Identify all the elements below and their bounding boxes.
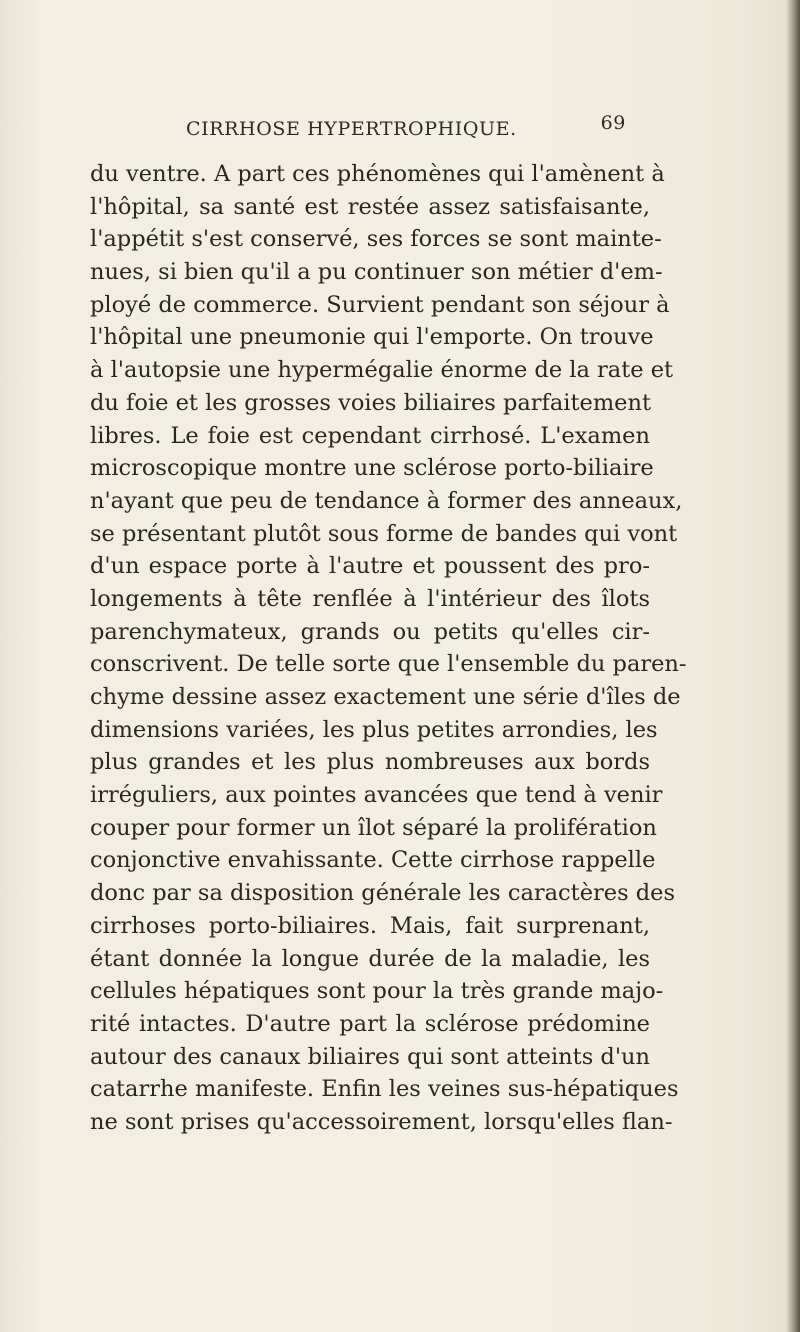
text-line: donc par sa disposition générale les caractères des: [90, 880, 676, 907]
text-line: rité intactes. D'autre part la sclérose prédomine: [90, 1010, 650, 1037]
text-line: plus grandes et les plus nombreuses aux bords: [90, 749, 650, 776]
text-line: cirrhoses porto-biliaires. Mais, fait surprenant,: [90, 912, 650, 939]
text-line: microscopique montre une sclérose porto-biliaire: [90, 455, 654, 482]
text-line: couper pour former un îlot séparé la prolifération: [90, 814, 657, 841]
page-number: 69: [600, 112, 626, 134]
text-line: ployé de commerce. Survient pendant son séjour à: [90, 291, 670, 318]
text-line: libres. Le foie est cependant cirrhosé. L'examen: [90, 422, 650, 449]
text-line: longements à tête renflée à l'intérieur des îlots: [90, 585, 650, 612]
text-line: l'hôpital, sa santé est restée assez satisfaisante,: [90, 193, 650, 220]
text-line: se présentant plutôt sous forme de bandes qui vont: [90, 520, 678, 547]
text-line: l'appétit s'est conservé, ses forces se sont mainte-: [90, 226, 662, 253]
running-head: CIRRHOSE HYPERTROPHIQUE.: [186, 118, 517, 140]
text-line: étant donnée la longue durée de la maladie, les: [90, 945, 650, 972]
text-line: conscrivent. De telle sorte que l'ensemble du paren-: [90, 651, 687, 678]
text-line: chyme dessine assez exactement une série d'îles de: [90, 684, 681, 710]
text-line: cellules hépatiques sont pour la très grande majo-: [90, 978, 664, 1005]
text-line: d'un espace porte à l'autre et poussent des pro-: [90, 553, 650, 580]
text-line: du foie et les grosses voies biliaires parfaitement: [90, 389, 652, 416]
text-line: ne sont prises qu'accessoirement, lorsqu'elles flan-: [90, 1108, 673, 1135]
text-line: irréguliers, aux pointes avancées que tend à venir: [90, 782, 663, 809]
text-line: parenchymateux, grands ou petits qu'elles cir-: [90, 618, 650, 645]
body-text: [90, 158, 687, 1139]
text-line: catarrhe manifeste. Enfin les veines sus-hépatiques: [90, 1076, 679, 1103]
page-header: [186, 112, 626, 148]
page-edge-shadow: [786, 0, 800, 1332]
text-line: à l'autopsie une hypermégalie énorme de la rate et: [90, 357, 674, 384]
text-line: autour des canaux biliaires qui sont atteints d'un: [90, 1043, 650, 1070]
text-line: n'ayant que peu de tendance à former des anneaux,: [90, 487, 683, 514]
text-line: l'hôpital une pneumonie qui l'emporte. On trouve: [90, 324, 654, 351]
text-line: du ventre. A part ces phénomènes qui l'amènent à: [90, 161, 665, 187]
text-line: conjonctive envahissante. Cette cirrhose rappelle: [90, 847, 656, 874]
text-line: nues, si bien qu'il a pu continuer son métier d'em-: [90, 259, 663, 286]
text-line: dimensions variées, les plus petites arrondies, les: [90, 716, 658, 743]
